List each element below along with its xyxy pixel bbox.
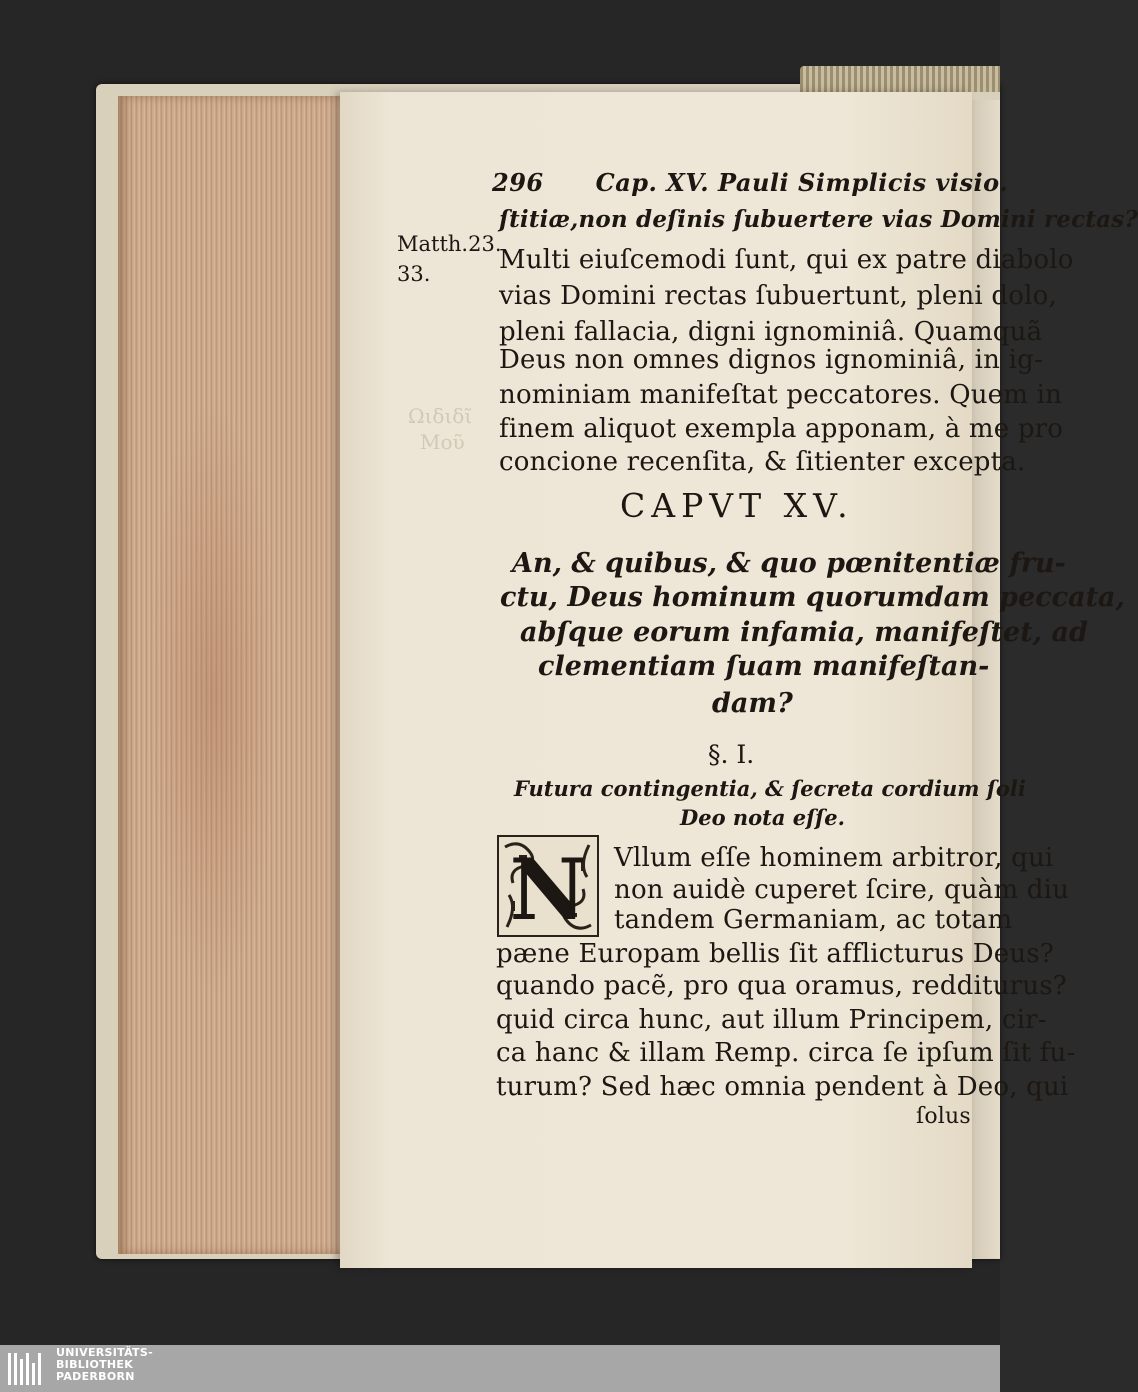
body-line: nominiam manifeſtat peccatores. Quem in xyxy=(499,380,1063,410)
body-line: quando pacẽ, pro qua oramus, redditurus? xyxy=(496,971,1067,1001)
body-line: ſtitiæ,non deſinis ſubuertere vias Domini rectas? xyxy=(499,206,1138,233)
body-line: Multi eiuſcemodi ſunt, qui ex patre diabolo xyxy=(499,245,1074,275)
body-line: Vllum eſſe hominem arbitror, qui xyxy=(614,843,1054,873)
body-line: non auidè cuperet ſcire, quàm diu xyxy=(614,875,1070,905)
chapter-title-line: clementiam ſuam manifeſtan- xyxy=(538,651,990,682)
margin-note: Matth.23. xyxy=(397,232,502,256)
show-through: Μοῦ xyxy=(420,430,465,454)
body-line: ca hanc & illam Remp. circa ſe ipſum ſit fu- xyxy=(496,1038,1076,1068)
section-title-line: Futura contingentia, & ſecreta cordium ſoli xyxy=(514,776,1026,801)
section-mark: §. I. xyxy=(708,740,755,769)
chapter-title-line: abſque eorum infamia, manifeſtet, ad xyxy=(520,617,1088,648)
library-logo-text xyxy=(56,1347,153,1383)
body-line: pleni fallacia, digni ignominiâ. Quamquã xyxy=(499,317,1043,347)
body-line: Deus non omnes dignos ignominiâ, in ig- xyxy=(499,345,1043,375)
page-number: 296 xyxy=(492,168,544,197)
library-logo-icon xyxy=(8,1351,48,1387)
chapter-title-line: dam? xyxy=(712,688,793,719)
library-footer xyxy=(0,1345,1000,1392)
running-title: Cap. XV. Pauli Simplicis visio. xyxy=(595,168,1009,197)
decorated-initial xyxy=(497,835,599,937)
chapter-title-line: ctu, Deus hominum quorumdam peccata, xyxy=(500,582,1125,613)
ornament-icon xyxy=(499,837,597,939)
body-line: quid circa hunc, aut illum Principem, cir- xyxy=(496,1005,1047,1035)
body-line: concione recenſita, & ſitienter excepta. xyxy=(499,447,1026,477)
chapter-heading: CAPVT XV. xyxy=(620,486,854,525)
body-line: vias Domini rectas ſubuertunt, pleni dolo, xyxy=(499,281,1057,311)
logo-line: UNIVERSITÄTS- xyxy=(56,1346,153,1359)
logo-line: PADERBORN xyxy=(56,1370,135,1383)
margin-note: 33. xyxy=(397,262,431,286)
show-through: Ωιδιδῖ xyxy=(408,404,473,428)
body-line: turum? Sed hæc omnia pendent à Deo, qui xyxy=(496,1072,1069,1102)
initial-letter: N xyxy=(509,840,587,939)
section-title-line: Deo nota eſſe. xyxy=(680,805,845,830)
headband xyxy=(800,66,1000,92)
chapter-title-line: An, & quibus, & quo pœnitentiæ fru- xyxy=(512,548,1066,579)
body-line: tandem Germaniam, ac totam xyxy=(614,905,1013,935)
logo-line: BIBLIOTHEK xyxy=(56,1358,134,1371)
running-header xyxy=(492,168,1008,197)
body-line: pæne Europam bellis ſit afflicturus Deus? xyxy=(496,939,1054,969)
page-edges-left xyxy=(118,96,350,1254)
body-line: finem aliquot exempla apponam, à me pro xyxy=(499,414,1064,444)
catchword: ſolus xyxy=(916,1104,971,1129)
